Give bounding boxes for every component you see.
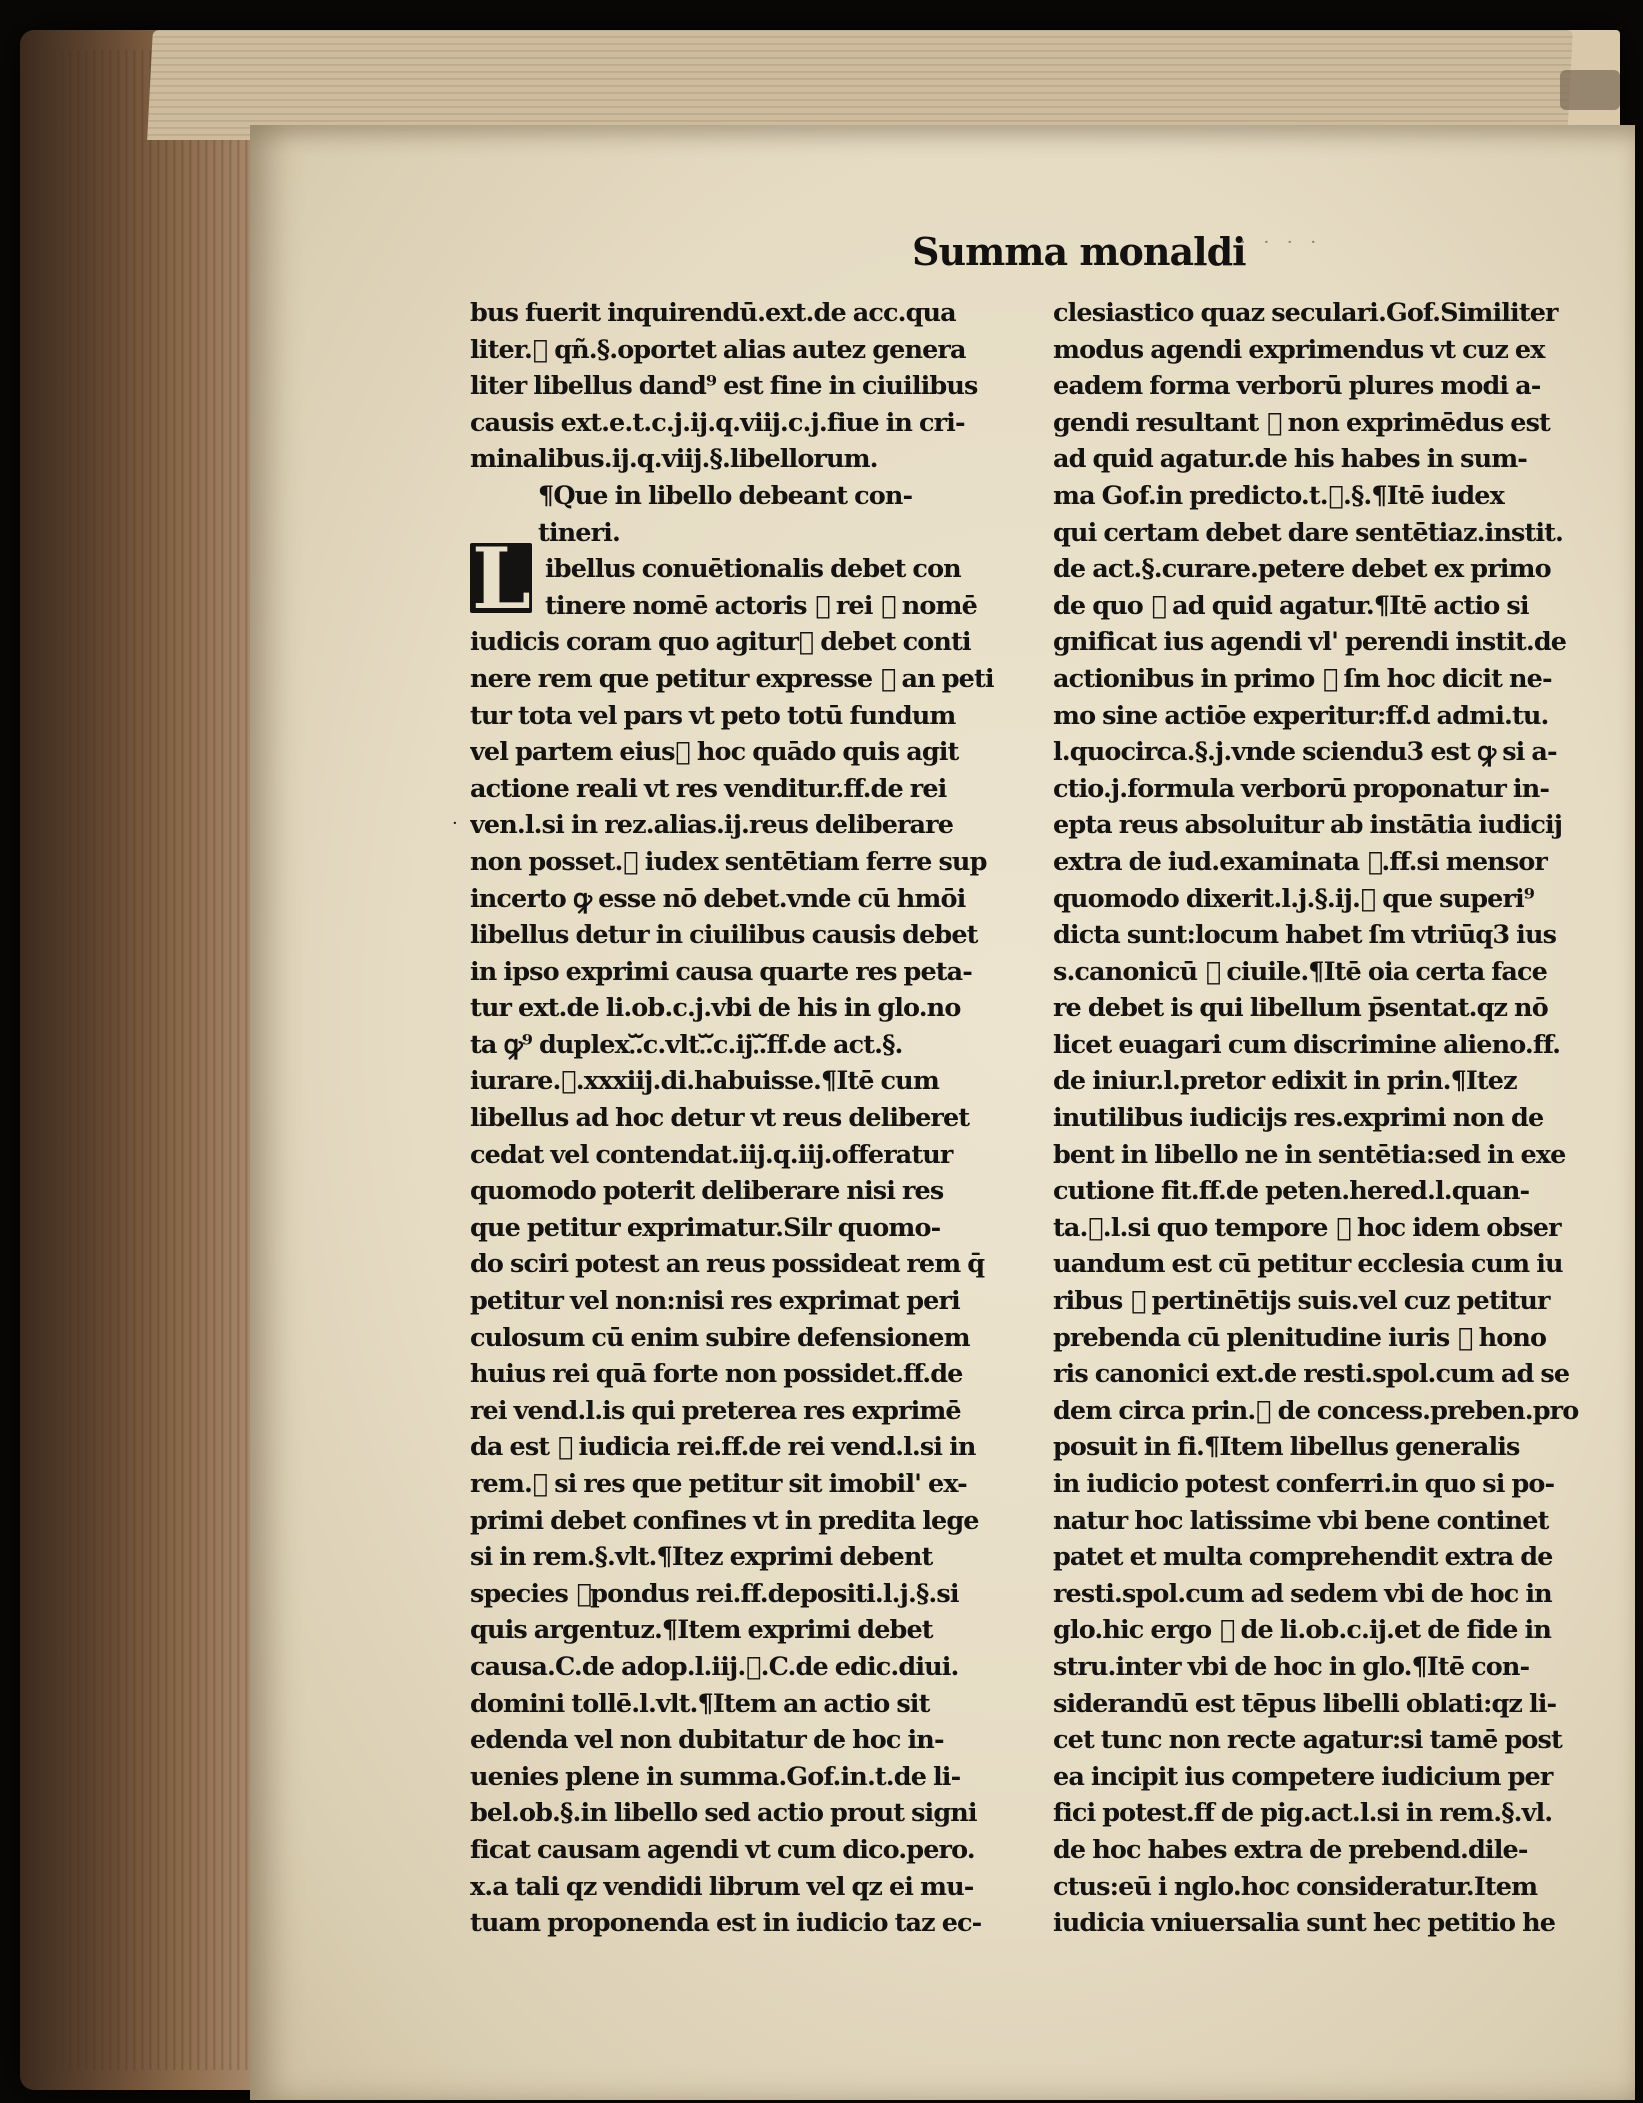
- right-column: [1053, 295, 1601, 1942]
- text-line: quis argentuz.¶Item exprimi debet: [470, 1615, 933, 1646]
- text-line: de act.§.curare.petere debet ex primo: [1053, 554, 1551, 585]
- text-line: modus agendi exprimendus vt cuz ex: [1053, 334, 1545, 365]
- text-line: si in rem.§.vlt.¶Itez exprimi debent: [470, 1542, 933, 1573]
- text-line: libellus ad hoc detur vt reus deliberet: [470, 1103, 970, 1134]
- text-line: quomodo poterit deliberare nisi res: [470, 1176, 944, 1207]
- text-line: ibellus conuētionalis debet con: [545, 554, 961, 585]
- text-line: rem.ᷓ si res que petitur sit imobil' ex-: [470, 1469, 967, 1499]
- text-line: fici potest.ff de pig.act.l.si in rem.§.vl.: [1053, 1798, 1553, 1829]
- text-line: ctus:eū i nglo.hoc consideratur.Item: [1053, 1871, 1538, 1902]
- section-heading: tineri.: [538, 517, 620, 548]
- text-line: cutione fit.ff.de peten.hered.l.quan-: [1053, 1176, 1530, 1207]
- text-line: nere rem que petitur expresse ᷓ an peti: [470, 663, 994, 694]
- text-line: eadem forma verborū plures modi a-: [1053, 371, 1541, 402]
- text-line: tinere nomē actoris ᷓ rei ᷓ nomē: [545, 590, 977, 621]
- ornament-dots: · · · ·: [1240, 232, 1323, 253]
- text-line: cedat vel contendat.iij.q.iij.offeratur: [470, 1139, 953, 1170]
- text-line: que petitur exprimatur.Silr quomo-: [470, 1212, 941, 1243]
- text-line: mo sine actiōe experitur:ff.d admi.tu.: [1053, 700, 1549, 731]
- text-line: bel.ob.§.in libello sed actio prout signi: [470, 1798, 977, 1829]
- text-line: ea incipit ius competere iudicium per: [1053, 1761, 1553, 1792]
- text-line: l.quocirca.§.j.vnde sciendu3 est ꝙ si a-: [1053, 737, 1557, 768]
- text-line: dicta sunt:locum habet ſm vtriūq3 ius: [1053, 920, 1557, 951]
- text-line: quomodo dixerit.l.j.§.ij.ᷓ que superi⁹: [1053, 883, 1535, 914]
- text-line: actionibus in primo ᷓ ſm hoc dicit ne-: [1053, 663, 1552, 694]
- text-line: ris canonici ext.de resti.spol.cum ad se: [1053, 1359, 1570, 1390]
- text-line: de hoc habes extra de prebend.dile-: [1053, 1834, 1528, 1865]
- text-line: re debet is qui libellum p̄sentat.qz nō: [1053, 993, 1548, 1024]
- text-line: causis ext.e.t.c.j.ij.q.viij.c.j.fiue in cri-: [470, 407, 965, 438]
- text-line: culosum cū enim subire defensionem: [470, 1322, 970, 1353]
- text-line: bus fuerit inquirendū.ext.de acc.qua: [470, 298, 956, 328]
- book-fore-edge: [40, 50, 280, 2070]
- text-line: domini tollē.l.vlt.¶Item an actio sit: [470, 1688, 930, 1719]
- margin-mark: ·: [452, 813, 458, 834]
- text-line: huius rei quā forte non possidet.ff.de: [470, 1359, 963, 1390]
- text-line: in ipso exprimi causa quarte res peta-: [470, 956, 972, 987]
- section-heading: ¶Que in libello debeant con-: [538, 480, 913, 511]
- text-line: inutilibus iudicijs res.exprimi non de: [1053, 1103, 1544, 1134]
- text-line: x.a tali qz vendidi librum vel qz ei mu-: [470, 1871, 974, 1902]
- text-line: cet tunc non recte agatur:si tamē post: [1053, 1725, 1562, 1756]
- drop-initial: L: [471, 529, 531, 628]
- text-line: ribus ᷓ pertinētijs suis.vel cuz petitur: [1053, 1286, 1550, 1317]
- text-line: iudicis coram quo agiturᷓ debet conti: [470, 627, 971, 658]
- text-line: causa.C.de adop.l.iij.ᷓ.C.de edic.diui.: [470, 1651, 959, 1682]
- text-line: petitur vel non:nisi res exprimat peri: [470, 1286, 960, 1317]
- text-line: liter libellus dand⁹ est fine in ciuilibus: [470, 371, 978, 402]
- text-line: resti.spol.cum ad sedem vbi de hoc in: [1053, 1578, 1552, 1609]
- text-line: vel partem eiusᷓ hoc quādo quis agit: [470, 737, 959, 768]
- text-line: ven.l.si in rez.alias.ij.reus deliberare: [470, 810, 954, 841]
- text-line: clesiastico quaz seculari.Gof.Similiter: [1053, 298, 1558, 328]
- text-line: do sciri potest an reus possideat rem q̄: [470, 1249, 985, 1280]
- text-line: prebenda cū plenitudine iuris ᷓ hono: [1053, 1322, 1547, 1353]
- text-line: ficat causam agendi vt cum dico.pero.: [470, 1834, 975, 1865]
- text-line: extra de iud.examinata ᷓ.ff.si mensor: [1053, 846, 1547, 877]
- text-line: species ᷓpondus rei.ff.depositi.l.j.§.si: [470, 1578, 959, 1609]
- text-line: de quo ᷓ ad quid agatur.¶Itē actio si: [1053, 590, 1529, 621]
- left-column: [470, 295, 1025, 1942]
- text-line: de iniur.l.pretor edixit in prin.¶Itez: [1053, 1066, 1517, 1097]
- text-line: uandum est cū petitur ecclesia cum iu: [1053, 1249, 1563, 1280]
- text-line: ta.ᷓ.l.si quo tempore ᷓ hoc idem obser: [1053, 1212, 1561, 1243]
- text-line: liter.ᷓ qñ.§.oportet alias autez genera: [470, 334, 966, 365]
- text-line: uenies plene in summa.Gof.in.t.de li-: [470, 1761, 961, 1792]
- text-line: da est ᷓ iudicia rei.ff.de rei vend.l.si in: [470, 1432, 976, 1463]
- text-line: dem circa prin.ᷓ de concess.preben.pro: [1053, 1395, 1579, 1426]
- book-top-edge: [147, 30, 1573, 140]
- text-line: siderandū est tēpus libelli oblati:qz li-: [1053, 1688, 1557, 1719]
- text-line: iudicia vniuersalia sunt hec petitio he: [1053, 1908, 1556, 1939]
- text-line: rei vend.l.is qui preterea res exprimē: [470, 1395, 961, 1426]
- text-line: non posset.ᷓ iudex sentētiam ferre sup: [470, 846, 987, 877]
- text-line: epta reus absoluitur ab instātia iudicij: [1053, 810, 1563, 841]
- text-line: ad quid agatur.de his habes in sum-: [1053, 444, 1527, 475]
- text-line: glo.hic ergo ᷓ de li.ob.c.ij.et de fide in: [1053, 1615, 1551, 1646]
- text-line: ctio.j.formula verborū proponatur in-: [1053, 773, 1550, 804]
- text-line: posuit in fi.¶Item libellus generalis: [1053, 1432, 1520, 1463]
- text-line: iurare.ᷓ.xxxiij.di.habuisse.¶Itē cum: [470, 1066, 939, 1097]
- text-line: tur ext.de li.ob.c.j.vbi de his in glo.no: [470, 993, 961, 1024]
- text-line: primi debet confines vt in predita lege: [470, 1505, 979, 1536]
- text-line: qui certam debet dare sentētiaz.instit.: [1053, 517, 1564, 548]
- text-line: incerto ꝙ esse nō debet.vnde cū hmōi: [470, 883, 966, 914]
- text-line: actione reali vt res venditur.ff.de rei: [470, 773, 947, 804]
- text-line: natur hoc latissime vbi bene continet: [1053, 1505, 1549, 1536]
- running-head: Summa monaldi: [912, 229, 1246, 274]
- text-line: licet euagari cum discrimine alieno.ff.: [1053, 1029, 1561, 1060]
- text-line: s.canonicū ᷓ ciuile.¶Itē oia certa face: [1053, 956, 1547, 987]
- text-line: bent in libello ne in sentētia:sed in exe: [1053, 1139, 1566, 1170]
- text-line: minalibus.ij.q.viij.§.libellorum.: [470, 444, 878, 475]
- text-line: gnificat ius agendi vl' perendi instit.de: [1053, 627, 1567, 658]
- text-line: tuam proponenda est in iudicio taz ec-: [470, 1908, 982, 1939]
- text-line: libellus detur in ciuilibus causis debet: [470, 920, 978, 951]
- text-line: ma Gof.in predicto.t.ᷓ.§.¶Itē iudex: [1053, 480, 1504, 511]
- text-line: tur tota vel pars vt peto totū fundum: [470, 700, 956, 731]
- clasp-fragment: [1560, 70, 1620, 110]
- text-line: edenda vel non dubitatur de hoc in-: [470, 1725, 944, 1756]
- text-line: stru.inter vbi de hoc in glo.¶Itē con-: [1053, 1651, 1530, 1682]
- text-line: patet et multa comprehendit extra de: [1053, 1542, 1553, 1573]
- text-line: gendi resultant ᷓ non exprimēdus est: [1053, 407, 1550, 438]
- text-line: ta ꝙ⁹ duplex.ᷓ.c.vlt.ᷓ.c.ij.ᷓ.ff.de act.§.: [470, 1029, 903, 1060]
- text-line: in iudicio potest conferri.in quo si po-: [1053, 1469, 1555, 1499]
